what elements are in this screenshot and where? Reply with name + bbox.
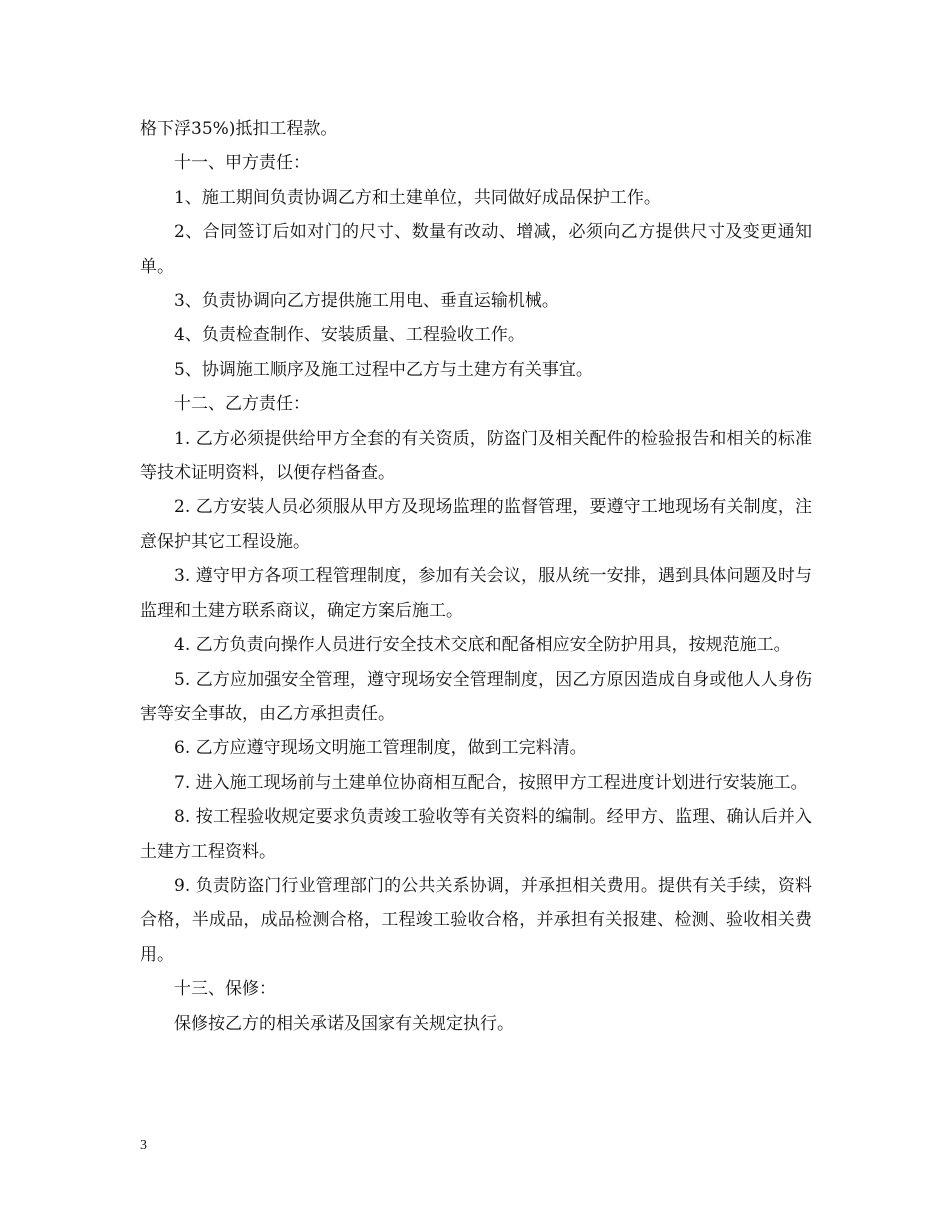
paragraph: 2、合同签订后如对门的尺寸、数量有改动、增减，必须向乙方提供尺寸及变更通知单。 — [140, 222, 812, 277]
document-body — [140, 112, 812, 1041]
paragraph: 5. 乙方应加强安全管理，遵守现场安全管理制度，因乙方原因造成自身或他人人身伤害等安全事故，由乙方承担责任。 — [140, 669, 812, 724]
paragraph: 3. 遵守甲方各项工程管理制度，参加有关会议，服从统一安排，遇到具体问题及时与监理和土建方联系商议，确定方案后施工。 — [140, 566, 812, 621]
paragraph: 6. 乙方应遵守现场文明施工管理制度，做到工完料清。 — [174, 738, 587, 759]
section-heading-warranty: 十三、保修： — [174, 979, 276, 1000]
paragraph: 7. 进入施工现场前与土建单位协商相互配合，按照甲方工程进度计划进行安装施工。 — [174, 772, 808, 793]
section-heading-party-a: 十一、甲方责任： — [174, 153, 310, 174]
paragraph: 保修按乙方的相关承诺及国家有关规定执行。 — [174, 1013, 514, 1034]
paragraph: 3、负责协调向乙方提供施工用电、垂直运输机械。 — [174, 291, 559, 312]
paragraph: 2. 乙方安装人员必须服从甲方及现场监理的监督管理，要遵守工地现场有关制度，注意保护其它工程设施。 — [140, 497, 812, 552]
paragraph: 格下浮35%)抵扣工程款。 — [140, 119, 338, 139]
paragraph: 1. 乙方必须提供给甲方全套的有关资质，防盗门及相关配件的检验报告和相关的标准等技术证明资料，以便存档备查。 — [140, 428, 812, 484]
paragraph: 4、负责检查制作、安装质量、工程验收工作。 — [174, 325, 525, 346]
paragraph: 5、协调施工顺序及施工过程中乙方与土建方有关事宜。 — [174, 359, 593, 380]
paragraph: 1、施工期间负责协调乙方和土建单位，共同做好成品保护工作。 — [174, 187, 661, 208]
paragraph: 9. 负责防盗门行业管理部门的公共关系协调，并承担相关费用。提供有关手续，资料合格，半成品，成品检测合格，工程竣工验收合格，并承担有关报建、检测、验收相关费用。 — [140, 875, 812, 965]
paragraph: 8. 按工程验收规定要求负责竣工验收等有关资料的编制。经甲方、监理、确认后并入土建方工程资料。 — [140, 807, 812, 862]
page-number: 3 — [140, 1138, 147, 1153]
section-heading-party-b: 十二、乙方责任： — [174, 394, 310, 415]
paragraph: 4. 乙方负责向操作人员进行安全技术交底和配备相应安全防护用具，按规范施工。 — [174, 635, 791, 656]
